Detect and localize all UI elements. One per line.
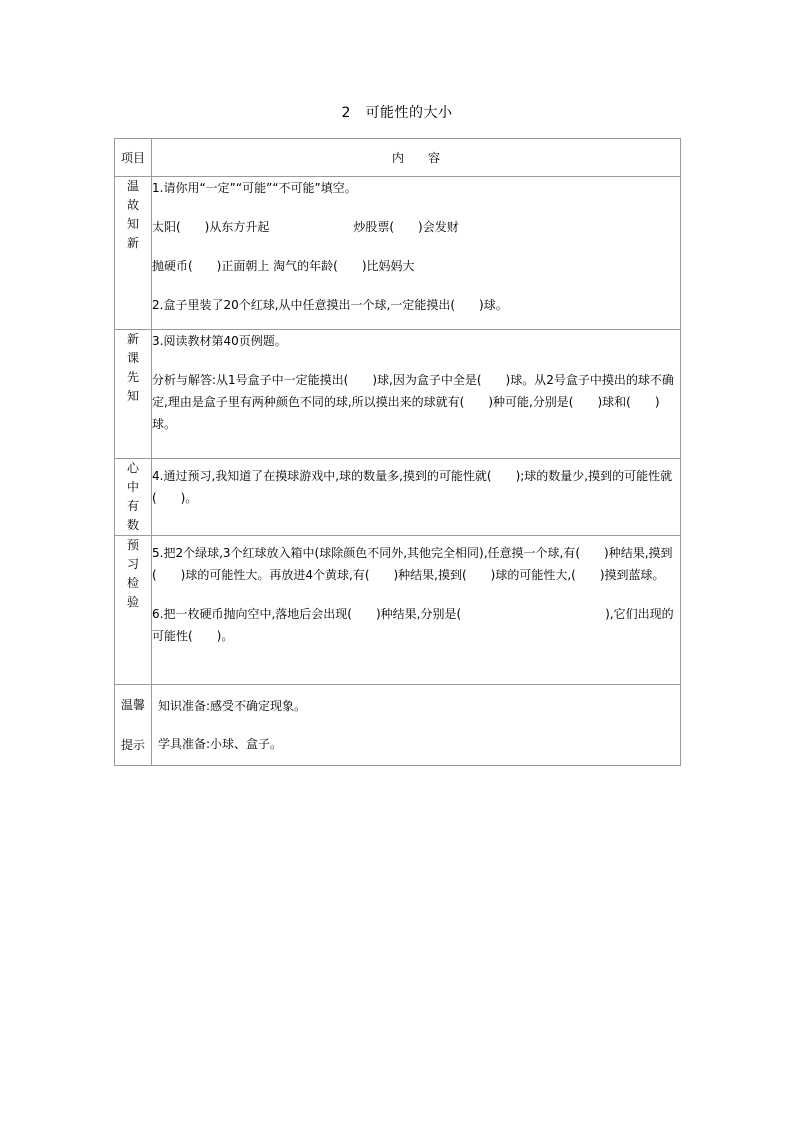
question-1-line-a: 太阳( )从东方升起 炒股票( )会发财 — [152, 220, 459, 234]
section-new-lesson-row — [115, 330, 681, 459]
tip-tools: 学具准备:小球、盒子。 — [158, 737, 283, 751]
question-5: 5.把2个绿球,3个红球放入箱中(球除颜色不同外,其他完全相同),任意摸一个球,有( )种结果,摸到( )球的可能性大。再放进4个黄球,有( )种结果,摸到( )球的可能性大,( )摸到蓝球。 — [152, 546, 673, 582]
header-row — [115, 139, 681, 177]
section-review-label: 温 故 知 新 — [115, 177, 152, 330]
header-item-cell: 项目 — [115, 139, 152, 177]
section-mind-content — [152, 459, 681, 536]
tips-content — [152, 685, 681, 766]
preview-worksheet-table — [114, 138, 681, 766]
question-1-line-b: 抛硬币( )正面朝上 淘气的年龄( )比妈妈大 — [152, 259, 415, 273]
section-new-lesson-content — [152, 330, 681, 459]
question-3: 3.阅读教材第40页例题。 — [152, 334, 287, 348]
section-check-content — [152, 536, 681, 685]
section-new-lesson-label: 新 课 先 知 — [115, 330, 152, 459]
question-4: 4.通过预习,我知道了在摸球游戏中,球的数量多,摸到的可能性就( );球的数量少,摸到的可能性就( )。 — [152, 469, 673, 505]
page-title: 2 可能性的大小 — [341, 105, 453, 121]
tip-knowledge: 知识准备:感受不确定现象。 — [158, 699, 307, 713]
question-6: 6.把一枚硬币抛向空中,落地后会出现( )种结果,分别是( ),它们出现的可能性( )。 — [152, 607, 674, 643]
question-1-prompt: 1.请你用“一定”“可能”“不可能”填空。 — [152, 181, 357, 195]
section-review-row — [115, 177, 681, 330]
header-content-cell: 内 容 — [152, 139, 681, 177]
question-2: 2.盒子里装了20个红球,从中任意摸出一个球,一定能摸出( )球。 — [152, 298, 508, 312]
section-check-label: 预 习 检 验 — [115, 536, 152, 685]
question-3-analysis: 分析与解答:从1号盒子中一定能摸出( )球,因为盒子中全是( )球。从2号盒子中摸出的球不确定,理由是盒子里有两种颜色不同的球,所以摸出来的球就有( )种可能,分别是( )球和( )球。 — [152, 373, 674, 431]
section-mind-label: 心 中 有 数 — [115, 459, 152, 536]
section-mind-row — [115, 459, 681, 536]
section-review-content — [152, 177, 681, 330]
tips-row — [115, 685, 681, 766]
section-check-row — [115, 536, 681, 685]
tips-label: 温馨 提示 — [115, 685, 152, 766]
